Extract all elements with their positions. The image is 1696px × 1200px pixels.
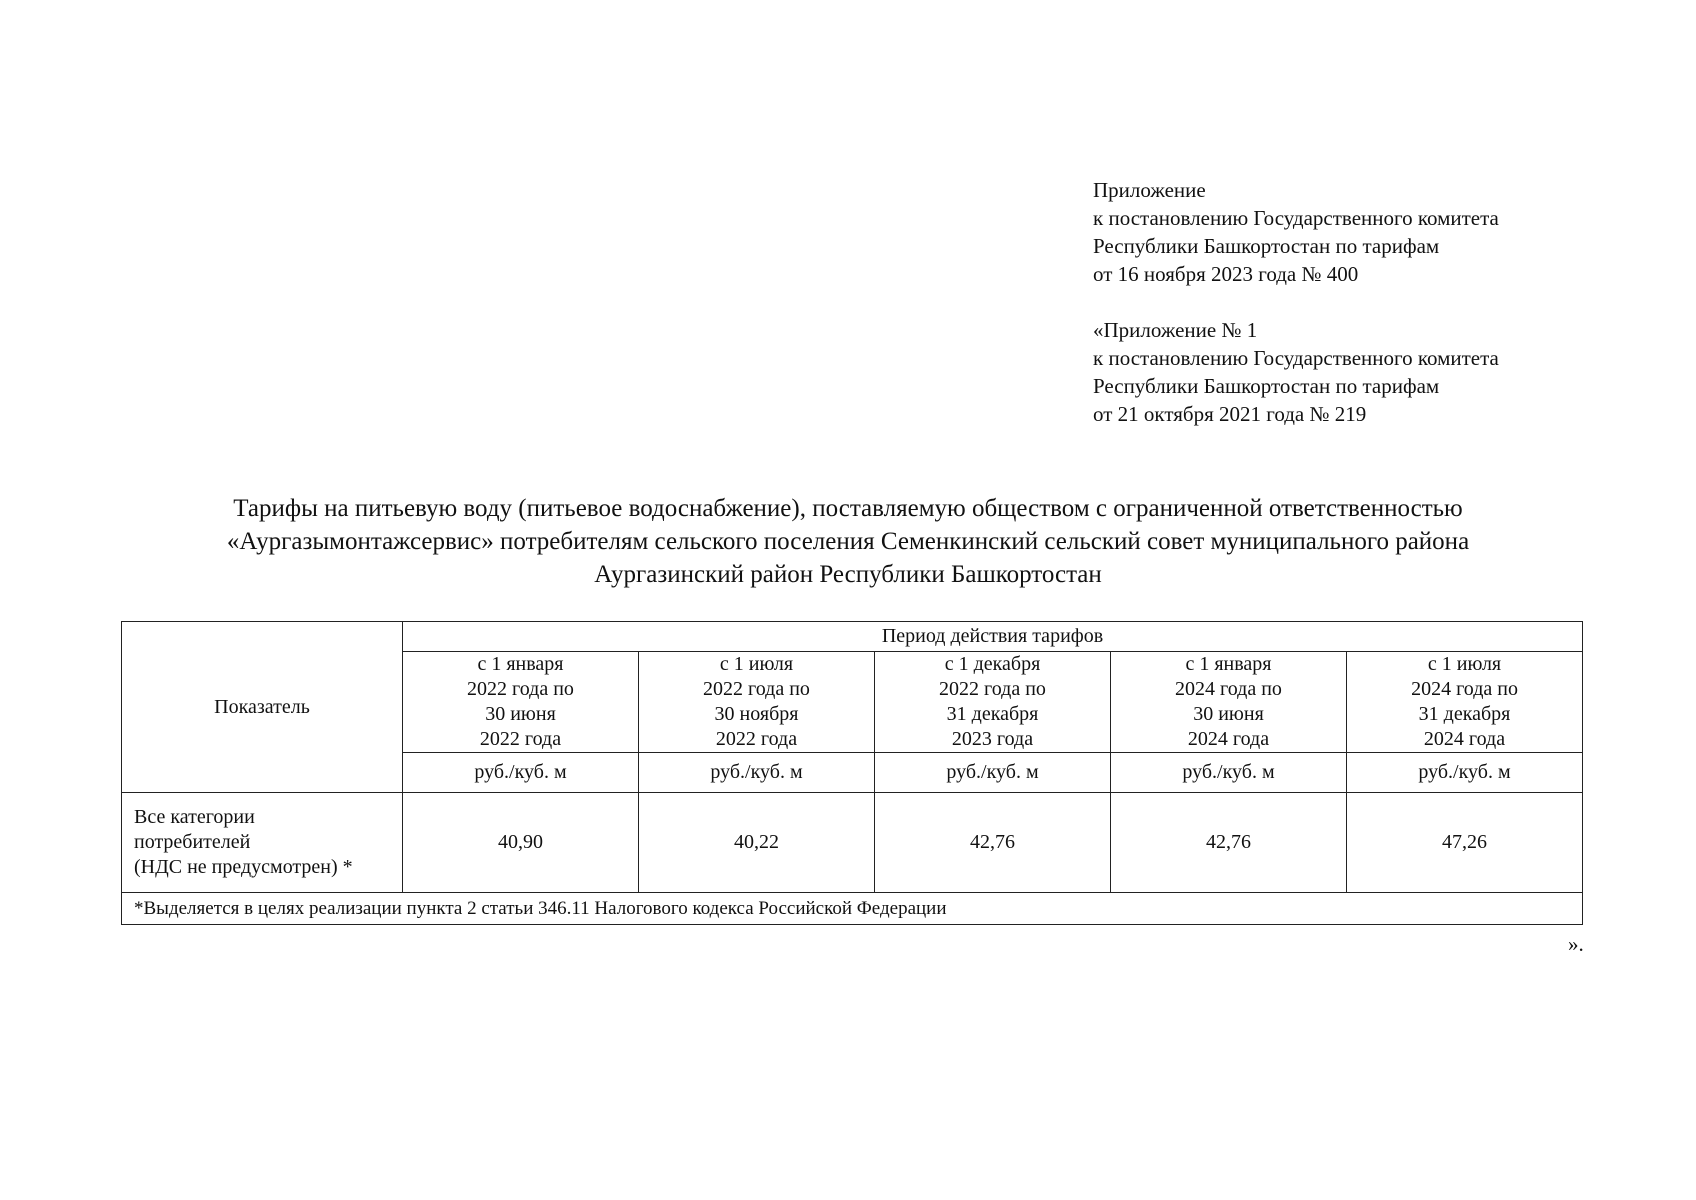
title-line: Аургазинский район Республики Башкортостан xyxy=(594,561,1102,588)
tariff-value: 47,26 xyxy=(1347,793,1583,893)
unit-cell: руб./куб. м xyxy=(1347,753,1583,793)
tariff-value: 42,76 xyxy=(875,793,1111,893)
tariff-value: 42,76 xyxy=(1111,793,1347,893)
unit-cell: руб./куб. м xyxy=(639,753,875,793)
tariff-table xyxy=(121,621,1583,925)
closing-quote-mark: ». xyxy=(1568,932,1584,956)
period-line: 30 июня xyxy=(1193,703,1264,725)
table-header-row xyxy=(122,622,1583,652)
period-cell xyxy=(639,652,875,753)
appendix-block-original xyxy=(1093,316,1673,428)
period-line: 31 декабря xyxy=(1418,703,1511,725)
period-header: Период действия тарифов xyxy=(403,622,1583,652)
unit-cell: руб./куб. м xyxy=(1111,753,1347,793)
period-line: 30 ноября xyxy=(714,703,799,725)
period-line: с 1 января xyxy=(477,653,564,675)
period-line: 2022 года по xyxy=(939,678,1046,700)
table-row xyxy=(122,793,1583,893)
tariff-value: 40,90 xyxy=(403,793,639,893)
appendix-block-current xyxy=(1093,176,1673,288)
indicator-header: Показатель xyxy=(122,622,403,793)
title-line: Тарифы на питьевую воду (питьевое водоснабжение), поставляемую обществом с ограниченной ответственностью xyxy=(233,495,1463,522)
category-line: потребителей xyxy=(134,831,251,853)
title-line: «Аургазымонтажсервис» потребителям сельского поселения Семенкинский сельский совет муниципального района xyxy=(226,528,1470,555)
appendix-line: Республики Башкортостан по тарифам xyxy=(1093,374,1440,398)
period-line: 2022 года по xyxy=(467,678,574,700)
period-line: с 1 декабря xyxy=(944,653,1041,675)
tariff-value: 40,22 xyxy=(639,793,875,893)
period-cell xyxy=(1347,652,1583,753)
period-line: с 1 июля xyxy=(1427,653,1502,675)
appendix-line: от 21 октября 2021 года № 219 xyxy=(1093,402,1367,426)
period-cell xyxy=(1111,652,1347,753)
period-cell xyxy=(403,652,639,753)
appendix-line: к постановлению Государственного комитета xyxy=(1093,206,1499,230)
appendix-line: «Приложение № 1 xyxy=(1093,318,1258,342)
unit-cell: руб./куб. м xyxy=(403,753,639,793)
footnote: *Выделяется в целях реализации пункта 2 статьи 346.11 Налогового кодекса Российской Федерации xyxy=(122,893,1583,925)
period-line: 2022 года xyxy=(715,728,798,750)
period-line: с 1 января xyxy=(1185,653,1272,675)
period-line: 2024 года по xyxy=(1175,678,1282,700)
appendix-line: к постановлению Государственного комитета xyxy=(1093,346,1499,370)
category-line: (НДС не предусмотрен) * xyxy=(134,856,353,878)
document-title xyxy=(120,492,1576,591)
appendix-header xyxy=(1093,176,1673,428)
period-line: 31 декабря xyxy=(946,703,1039,725)
period-line: 2022 года xyxy=(479,728,562,750)
unit-cell: руб./куб. м xyxy=(875,753,1111,793)
category-cell xyxy=(122,793,403,893)
period-cell xyxy=(875,652,1111,753)
appendix-line: от 16 ноября 2023 года № 400 xyxy=(1093,262,1359,286)
period-line: 2023 года xyxy=(951,728,1034,750)
category-line: Все категории xyxy=(134,806,255,828)
period-line: 2024 года xyxy=(1423,728,1506,750)
appendix-line: Республики Башкортостан по тарифам xyxy=(1093,234,1440,258)
period-line: 2022 года по xyxy=(703,678,810,700)
period-line: с 1 июля xyxy=(719,653,794,675)
appendix-line: Приложение xyxy=(1093,178,1206,202)
footnote-row xyxy=(122,893,1583,925)
period-line: 2024 года по xyxy=(1411,678,1518,700)
period-line: 2024 года xyxy=(1187,728,1270,750)
period-line: 30 июня xyxy=(485,703,556,725)
